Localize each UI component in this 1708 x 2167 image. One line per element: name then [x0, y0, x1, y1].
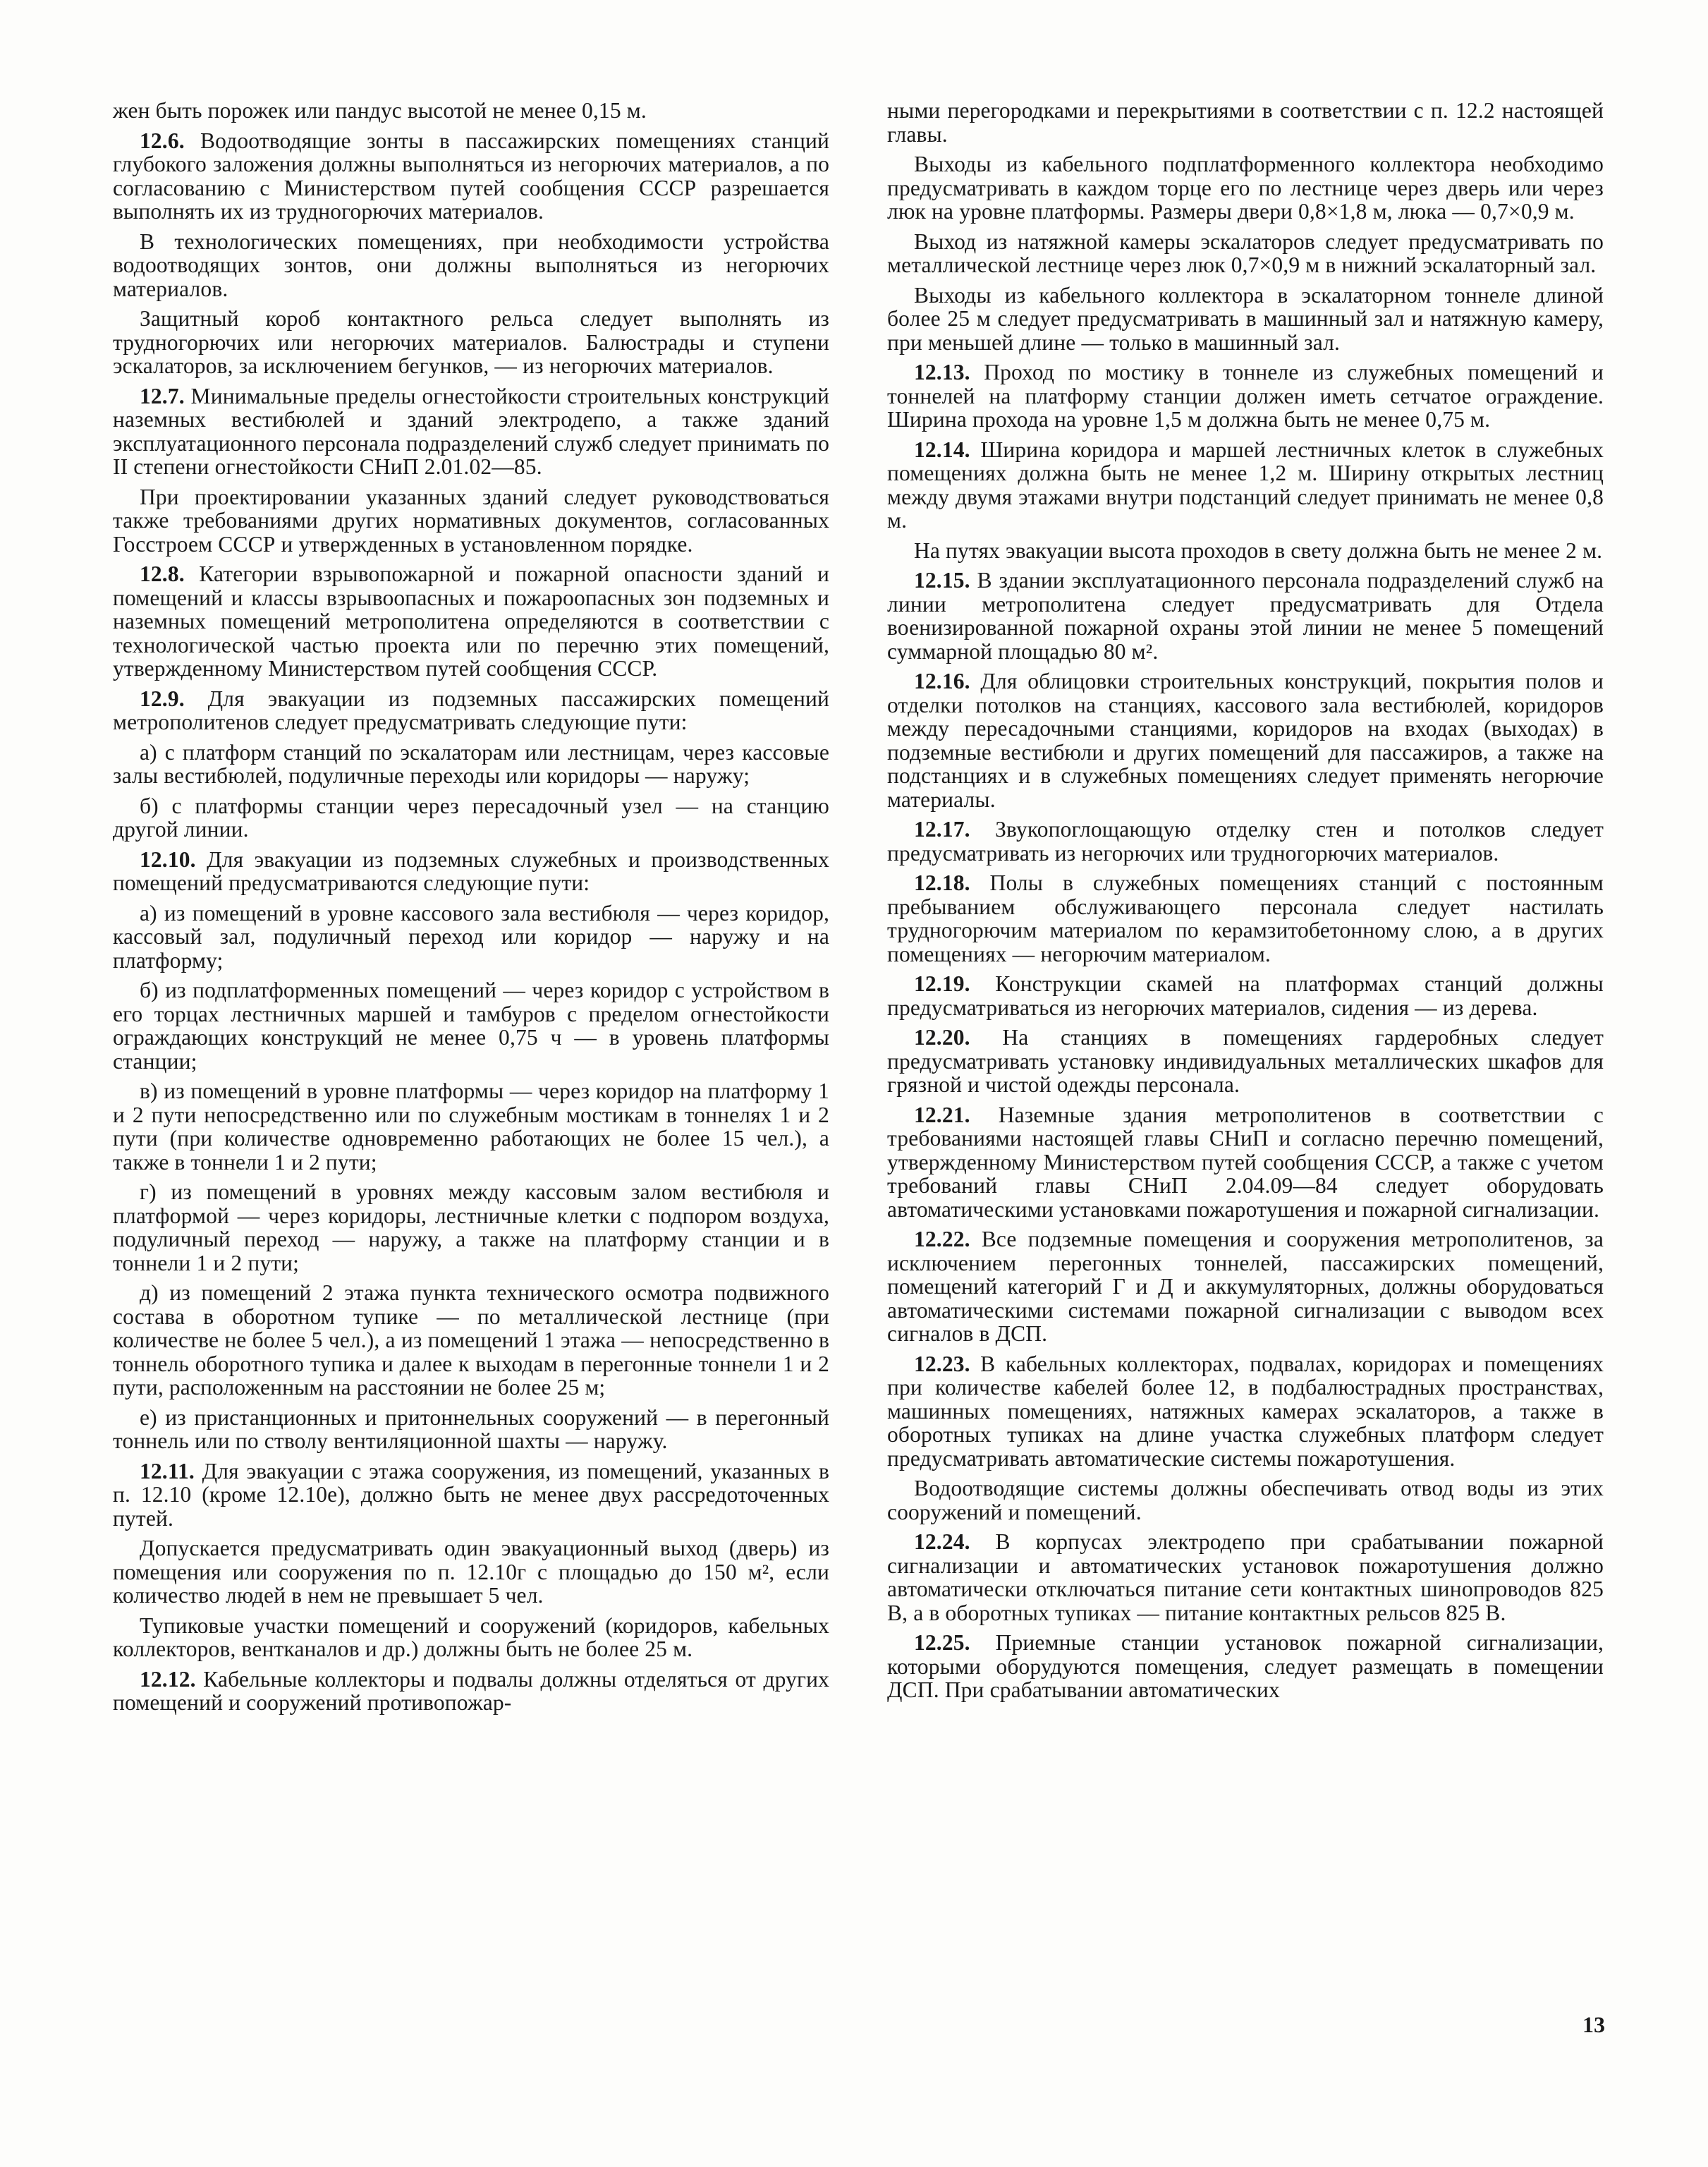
paragraph-text: д) из помещений 2 этажа пункта технического осмотра подвижного состава в оборотном тупике — по металлической лестнице (при количестве не более 5 чел.), а из помещений 1 этажа — непосредственно в тоннель оборотного тупика и далее к выходам в перегонные тоннели 1 и 2 пути, расположенным на расстоянии не более 25 м;: [113, 1280, 829, 1400]
paragraph-text: Допускается предусматривать один эвакуационный выход (дверь) из помещения или сооружения по п. 12.10г с площадью до 150 м², если количество людей в нем не превышает 5 чел.: [113, 1536, 829, 1608]
paragraph-text: Защитный короб контактного рельса следует выполнять из трудногорючих или негорючих материалов. Балюстрады и ступени эскалаторов, за исключением бегунков, — из негорючих материалов.: [113, 306, 829, 378]
clause-number: 12.10.: [140, 846, 196, 872]
paragraph: [887, 230, 1604, 277]
paragraph: [887, 972, 1604, 1019]
paragraph-text: На путях эвакуации высота проходов в свету должна быть не менее 2 м.: [914, 538, 1603, 563]
paragraph-text: Для эвакуации с этажа сооружения, из помещений, указанных в п. 12.10 (кроме 12.10е), должно быть не менее двух рассредоточенных путей.: [113, 1458, 829, 1531]
clause-number: 12.15.: [914, 568, 970, 593]
right-column: [887, 99, 1604, 1708]
paragraph: [887, 360, 1604, 432]
paragraph: [113, 794, 829, 842]
paragraph-text: Наземные здания метрополитенов в соответствии с требованиями настоящей главы СНиП и согласно перечню помещений, утвержденному Министерством путей сообщения СССР, а также с учетом требований главы СНиП 2.04.09—84 следует оборудовать автоматическими установками пожаротушения и пожарной сигнализации.: [887, 1102, 1604, 1222]
paragraph: [113, 1079, 829, 1174]
clause-number: 12.12.: [140, 1666, 196, 1692]
paragraph-text: Кабельные коллекторы и подвалы должны отделяться от других помещений и сооружений противопожар-: [113, 1666, 829, 1715]
paragraph: [887, 152, 1604, 224]
paragraph: [113, 902, 829, 973]
paragraph: [887, 284, 1604, 355]
paragraph-text: Водоотводящие системы должны обеспечивать отвод воды из этих сооружений и помещений.: [887, 1476, 1604, 1524]
paragraph: [113, 848, 829, 895]
paragraph-text: б) с платформы станции через пересадочный узел — на станцию другой линии.: [113, 793, 829, 842]
clause-number: 12.22.: [914, 1227, 970, 1251]
paragraph-text: Минимальные пределы огнестойкости строительных конструкций наземных вестибюлей и зданий электродепо, а также зданий эксплуатационного персонала подразделений служб следует принимать по II степени огнестойкости СНиП 2.01.02—85.: [113, 383, 830, 479]
paragraph-text: Полы в служебных помещениях станций с постоянным пребыванием обслуживающего персонала следует настилать трудногорючим материалом по керамзитобетонному слою, а в других помещениях — негорючим материалом.: [887, 870, 1604, 966]
paragraph: [113, 307, 829, 378]
clause-number: 12.17.: [914, 817, 970, 842]
paragraph-text: е) из пристанционных и притоннельных сооружений — в перегонный тоннель или по стволу вентиляционной шахты — наружу.: [113, 1404, 829, 1453]
page-number: 13: [1582, 2012, 1605, 2037]
paragraph: [887, 818, 1604, 865]
paragraph: [887, 99, 1604, 146]
paragraph-text: Все подземные помещения и сооружения метрополитенов, за исключением перегонных тоннелей, пассажирских помещений, помещений категорий Г и Д и аккумуляторных, должны оборудоваться автоматическими системами пожарной сигнализации с выводом всех сигналов в ДСП.: [887, 1227, 1604, 1346]
paragraph-text: Для облицовки строительных конструкций, покрытия полов и отделки потолков на станциях, кассового зала вестибюлей, коридоров между пересадочными станциями, коридоров на входах (выходах) в подземные вестибюли и других помещений для пассажиров, а также на подстанциях и в служебных помещениях следует применять негорючие материалы.: [887, 669, 1604, 812]
paragraph: [887, 1103, 1604, 1222]
paragraph: [113, 1536, 829, 1608]
clause-number: 12.25.: [914, 1630, 970, 1655]
paragraph: [887, 1476, 1604, 1524]
paragraph-text: а) с платформ станций по эскалаторам или лестницам, через кассовые залы вестибюлей, подуличные переходы или коридоры — наружу;: [113, 739, 829, 788]
paragraph-text: При проектировании указанных зданий следует руководствоваться также требованиями других нормативных документов, согласованных Госстроем СССР и утвержденных в установленном порядке.: [113, 484, 829, 557]
paragraph-text: б) из подплатформенных помещений — через коридор с устройством в его торцах лестничных маршей и тамбуров с пределом огнестойкости ограждающих конструкций не менее 0,75 ч — в уровень платформы станции;: [113, 978, 829, 1074]
paragraph-text: Водоотводящие зонты в пассажирских помещениях станций глубокого заложения должны выполняться из негорючих материалов, а по согласованию с Министерством путей сообщения СССР разрешается выполнять их из трудногорючих материалов.: [113, 128, 830, 224]
paragraph-text: Выходы из кабельного коллектора в эскалаторном тоннеле длиной более 25 м следует предусматривать в машинный зал и натяжную камеру, при меньшей длине — только в машинный зал.: [887, 282, 1604, 355]
clause-number: 12.7.: [140, 383, 185, 408]
paragraph: [113, 1668, 829, 1715]
paragraph-text: Выход из натяжной камеры эскалаторов следует предусматривать по металлической лестнице через люк 0,7×0,9 м в нижний эскалаторный зал.: [887, 229, 1604, 277]
paragraph-text: жен быть порожек или пандус высотой не менее 0,15 м.: [113, 98, 647, 123]
paragraph-text: в) из помещений в уровне платформы — через коридор на платформу 1 и 2 пути непосредственно или по служебным мостикам в тоннелях 1 и 2 пути (при количестве одновременно работающих не более 15 чел.), а также в тоннели 1 и 2 пути;: [113, 1079, 829, 1174]
paragraph-text: Конструкции скамей на платформах станций должны предусматриваться из негорючих материалов, сидения — из дерева.: [887, 971, 1604, 1020]
clause-number: 12.6.: [140, 128, 185, 153]
paragraph: [887, 1631, 1604, 1702]
paragraph: [887, 1352, 1604, 1471]
paragraph-text: В здании эксплуатационного персонала подразделений служб на линии метрополитена следует предусматривать для Отдела военизированной пожарной охраны этой линии не менее 5 помещений суммарной площадью 80 м².: [887, 568, 1604, 664]
paragraph: [113, 1614, 829, 1661]
paragraph-text: Приемные станции установок пожарной сигнализации, которыми оборудуются помещения, следует размещать в помещении ДСП. При срабатывании автоматических: [887, 1630, 1604, 1702]
paragraph: [113, 129, 829, 224]
paragraph: [887, 438, 1604, 533]
left-column: [113, 99, 829, 1721]
paragraph-text: В корпусах электродепо при срабатывании пожарной сигнализации и автоматических установок пожаротушения должно автоматически отключаться питание сети контактных шинопроводов 825 В, а в оборотных тупиках — питание контактных рельсов 825 В.: [887, 1529, 1604, 1625]
paragraph: [887, 669, 1604, 811]
paragraph: [113, 485, 829, 557]
paragraph: [887, 539, 1604, 563]
paragraph-text: В технологических помещениях, при необходимости устройства водоотводящих зонтов, они должны выполняться из негорючих материалов.: [113, 229, 829, 301]
paragraph: [113, 1281, 829, 1400]
paragraph: [887, 1227, 1604, 1346]
clause-number: 12.11.: [140, 1458, 195, 1483]
paragraph-text: Категории взрывопожарной и пожарной опасности зданий и помещений и классы взрывоопасных и пожароопасных зон подземных и наземных помещений метрополитена определяются в соответствии с технологической частью проекта или по перечню этих помещений, утвержденному Министерством путей сообщения СССР.: [113, 562, 829, 681]
paragraph: [887, 1530, 1604, 1625]
clause-number: 12.16.: [914, 669, 970, 693]
clause-number: 12.21.: [914, 1102, 970, 1127]
paragraph: [113, 687, 829, 734]
paragraph-text: ными перегородками и перекрытиями в соответствии с п. 12.2 настоящей главы.: [887, 98, 1604, 147]
paragraph-text: Проход по мостику в тоннеле из служебных помещений и тоннелей на платформу станции должен иметь сетчатое ограждение. Ширина прохода на уровне 1,5 м должна быть не менее 0,75 м.: [887, 360, 1604, 432]
paragraph-text: Для эвакуации из подземных пассажирских помещений метрополитенов следует предусматривать следующие пути:: [113, 686, 829, 734]
paragraph-text: Выходы из кабельного подплатформенного коллектора необходимо предусматривать в каждом торце его по лестнице через дверь или через люк на уровне платформы. Размеры двери 0,8×1,8 м, люка — 0,7×0,9 м.: [887, 152, 1604, 224]
paragraph-text: Ширина коридора и маршей лестничных клеток в служебных помещениях должна быть не менее 1,2 м. Ширину открытых лестниц между двумя этажами внутри подстанций следует принимать не менее 0,8 м.: [887, 437, 1604, 533]
clause-number: 12.24.: [914, 1529, 970, 1554]
paragraph: [113, 1406, 829, 1453]
paragraph: [887, 569, 1604, 663]
paragraph-text: Тупиковые участки помещений и сооружений (коридоров, кабельных коллекторов, вентканалов и др.) должны быть не более 25 м.: [113, 1613, 829, 1661]
paragraph-text: Звукопоглощающую отделку стен и потолков следует предусматривать из негорючих или трудногорючих материалов.: [887, 817, 1604, 866]
paragraph: [113, 1180, 829, 1275]
paragraph-text: а) из помещений в уровне кассового зала вестибюля — через коридор, кассовый зал, подуличный переход или коридор — наружу и на платформу;: [113, 900, 829, 973]
paragraph: [113, 1459, 829, 1531]
clause-number: 12.19.: [914, 971, 970, 996]
clause-number: 12.20.: [914, 1025, 970, 1050]
paragraph: [887, 871, 1604, 966]
clause-number: 12.13.: [914, 360, 970, 384]
paragraph-text: г) из помещений в уровнях между кассовым залом вестибюля и платформой — через коридоры, лестничные клетки с подпором воздуха, подуличный переход — наружу, а также на платформу станции и в тоннели 1 и 2 пути;: [113, 1179, 829, 1275]
paragraph: [113, 384, 829, 479]
clause-number: 12.23.: [914, 1351, 970, 1376]
paragraph: [113, 99, 829, 123]
clause-number: 12.8.: [140, 562, 185, 586]
paragraph: [113, 230, 829, 301]
paragraph: [113, 978, 829, 1073]
clause-number: 12.14.: [914, 437, 970, 462]
paragraph: [113, 562, 829, 681]
clause-number: 12.18.: [914, 870, 970, 895]
paragraph-text: На станциях в помещениях гардеробных следует предусматривать установку индивидуальных металлических шкафов для грязной и чистой одежды персонала.: [887, 1025, 1604, 1097]
clause-number: 12.9.: [140, 686, 185, 711]
paragraph: [887, 1026, 1604, 1097]
paragraph: [113, 741, 829, 788]
paragraph-text: В кабельных коллекторах, подвалах, коридорах и помещениях при количестве кабелей более 12, в подбалюстрадных пространствах, машинных помещениях, натяжных камерах эскалаторов, а также в оборотных тупиках на длине участка служебных платформ следует предусматривать автоматические системы пожаротушения.: [887, 1351, 1604, 1471]
paragraph-text: Для эвакуации из подземных служебных и производственных помещений предусматриваются следующие пути:: [113, 846, 829, 895]
